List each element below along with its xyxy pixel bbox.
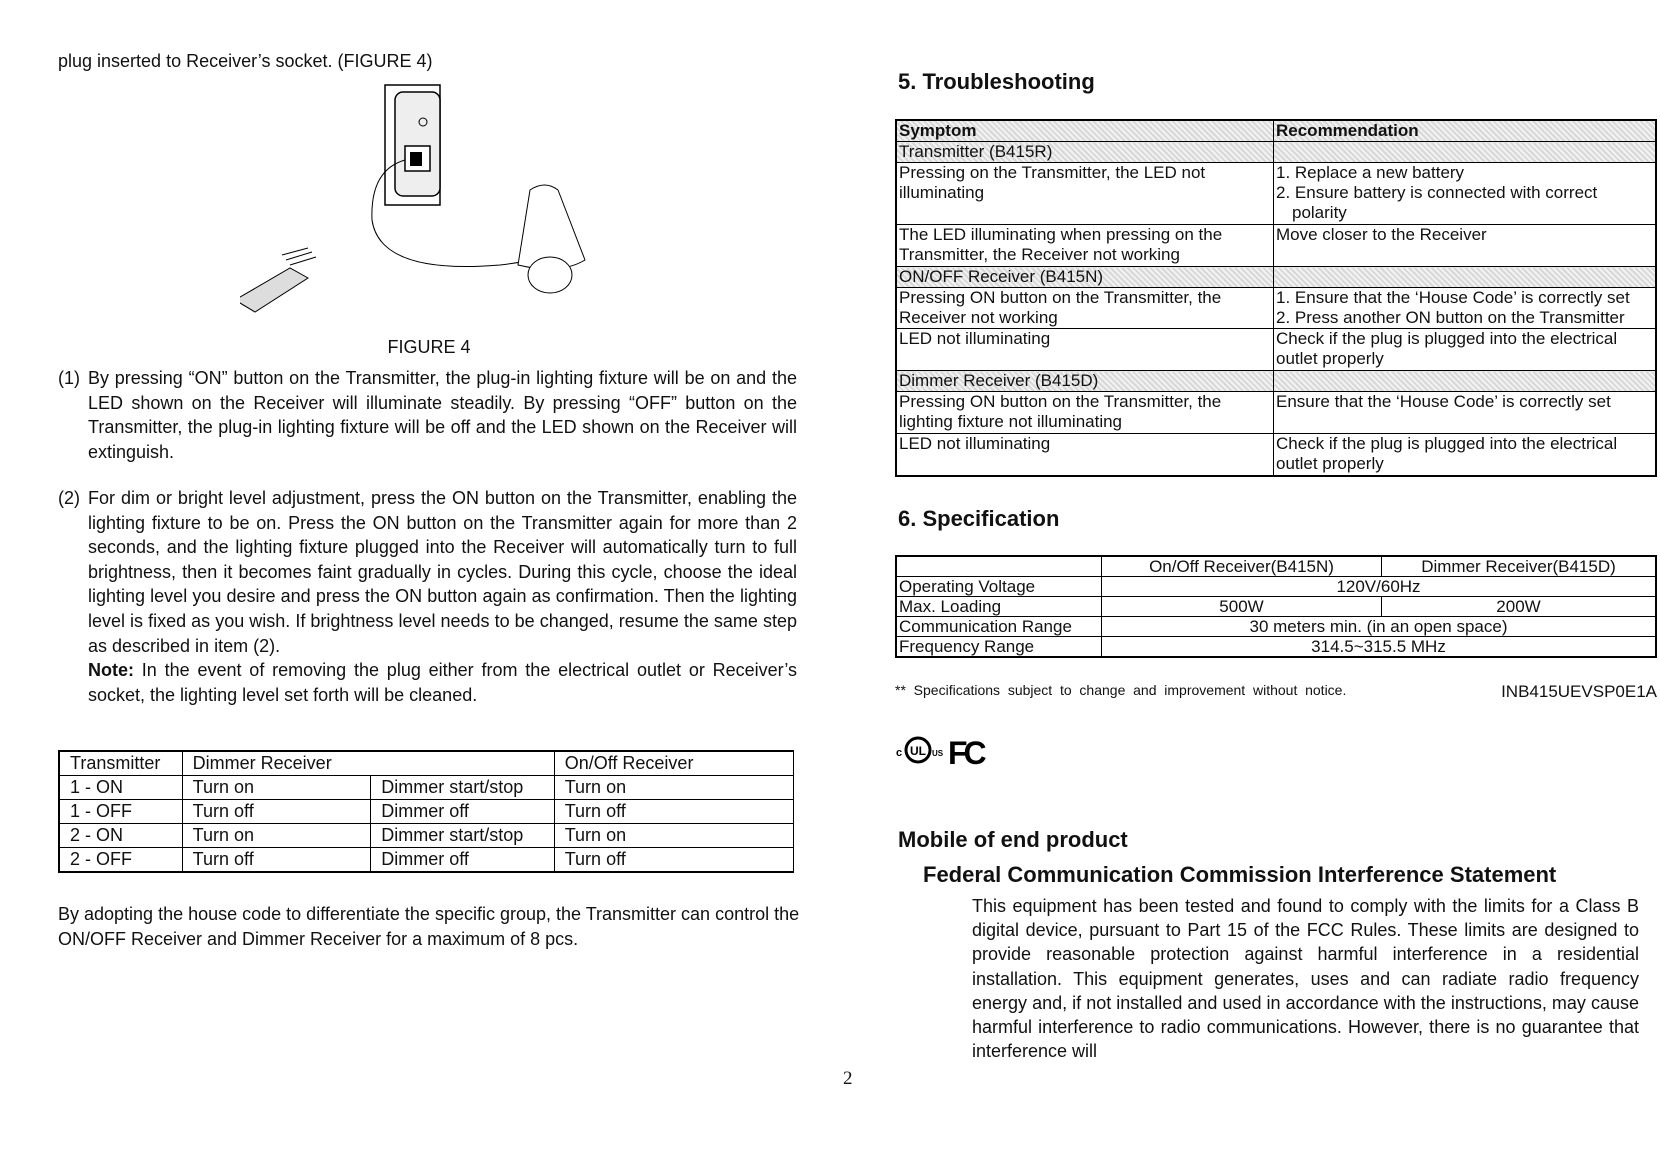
closing-paragraph: By adopting the house code to differentiate the specific group, the Transmitter can control the ON/OFF Receiver and Dimmer Receiver for a maximum of 8 pcs.: [58, 904, 800, 949]
note-text: In the event of removing the plug either from the electrical outlet or Receiver’s socket, the lighting level set forth will be cleaned.: [88, 660, 797, 705]
symptom-cell: LED not illuminating: [896, 329, 1274, 371]
fcc-statement-body: This equipment has been tested and found to comply with the limits for a Class B digital device, pursuant to Part 15 of the FCC Rules. These limits are designed to provide reasonable protection against harmful interference in a residential installation. This equipment generates, uses and can radiate radio frequency energy and, if not installed and used in accordance with the instructions, may cause harmful interference to radio communications. However, there is no guarantee that interference will: [972, 896, 1639, 1062]
certification-logos: [896, 730, 1011, 770]
specification-title: 6. Specification: [898, 506, 1060, 531]
table-row: [896, 329, 1656, 371]
rec-line: 2. Press another ON button on the Transmitter: [1276, 308, 1625, 327]
recommendation-cell: Check if the plug is plugged into the electrical outlet properly: [1274, 329, 1657, 371]
table-row: [896, 392, 1656, 434]
group-label: Transmitter (B415R): [896, 142, 1274, 163]
spec-footnote: [895, 682, 1657, 702]
fcc-logo-icon: [948, 735, 987, 770]
cell: 1 - OFF: [59, 800, 182, 824]
specification-table: [895, 555, 1657, 658]
cell: Turn off: [554, 848, 793, 873]
recommendation-cell: Ensure that the ‘House Code’ is correctly set: [1274, 392, 1657, 434]
cell: 200W: [1382, 597, 1657, 617]
rec-line: 2. Ensure battery is connected with correct polarity: [1276, 183, 1598, 222]
cell: Communication Range: [896, 617, 1102, 637]
header-cell: Dimmer Receiver(B415D): [1382, 556, 1657, 577]
table-row: [896, 637, 1656, 658]
item-2: [58, 486, 797, 707]
item-1-text: By pressing “ON” button on the Transmitter, the plug-in lighting fixture will be on and the LED shown on the Receiver will illuminate steadily. By pressing “OFF” button on the Transmitter, the plug-in lighting fixture will be off and the LED shown on the Receiver will extinguish.: [88, 368, 797, 462]
svg-text:US: US: [932, 749, 944, 758]
recommendation-cell: Move closer to the Receiver: [1274, 225, 1657, 267]
header-cell: Symptom: [896, 120, 1274, 142]
svg-text:UL: UL: [910, 744, 926, 758]
table-row: [59, 824, 794, 848]
table-row: [896, 288, 1656, 329]
cell: 30 meters min. (in an open space): [1102, 617, 1657, 637]
header-cell: Transmitter: [59, 751, 182, 776]
control-table: [58, 750, 794, 873]
group-row: [896, 267, 1656, 288]
table-row: [896, 617, 1656, 637]
cell: Turn on: [554, 776, 793, 800]
page-number: 2: [843, 1068, 853, 1089]
svg-text:FC: FC: [948, 735, 983, 770]
recommendation-cell: [1274, 163, 1657, 225]
symptom-cell: Pressing on the Transmitter, the LED not illuminating: [896, 163, 1274, 225]
item-2-text: For dim or bright level adjustment, press the ON button on the Transmitter, enabling the lighting fixture to be on. Press the ON button on the Transmitter again for more than 2 seconds, and the lighting fixture plugged into the Receiver will automatically turn to full brightness, then it becomes faint gradually in cycles. During this cycle, choose the ideal lighting level you desire and press the ON button again as confirmation. Then the lighting level is fixed as you wish. If brightness level needs to be changed, resume the same step as described in item (2).: [88, 488, 797, 656]
cell: Turn off: [182, 848, 371, 873]
table-row: [59, 800, 794, 824]
table-header-row: [59, 751, 794, 776]
recommendation-cell: Check if the plug is plugged into the electrical outlet properly: [1274, 434, 1657, 476]
svg-text:c: c: [896, 747, 903, 759]
troubleshooting-title: 5. Troubleshooting: [898, 69, 1095, 94]
table-row: [896, 434, 1656, 476]
cell: Turn off: [554, 800, 793, 824]
cell: 2 - OFF: [59, 848, 182, 873]
header-cell: On/Off Receiver: [554, 751, 793, 776]
cell: Turn on: [182, 824, 371, 848]
cell: Turn off: [182, 800, 371, 824]
intro-text: plug inserted to Receiver’s socket. (FIGURE 4): [58, 51, 433, 71]
document-code: INB415UEVSP0E1A: [1501, 682, 1657, 701]
item-1: [58, 366, 797, 464]
cell: Dimmer off: [371, 848, 554, 873]
group-row: [896, 371, 1656, 392]
cell: 314.5~315.5 MHz: [1102, 637, 1657, 658]
troubleshooting-table: [895, 119, 1657, 477]
note-label: Note:: [88, 660, 134, 681]
table-row: [59, 776, 794, 800]
cell: Dimmer start/stop: [371, 776, 554, 800]
cell: 2 - ON: [59, 824, 182, 848]
figure-caption: FIGURE 4: [387, 337, 471, 357]
cell: Dimmer start/stop: [371, 824, 554, 848]
cell: 1 - ON: [59, 776, 182, 800]
header-cell: Dimmer Receiver: [182, 751, 554, 776]
header-cell: Recommendation: [1274, 120, 1657, 142]
table-row: [896, 163, 1656, 225]
cell: 120V/60Hz: [1102, 577, 1657, 597]
table-header-row: [896, 556, 1656, 577]
item-1-number: (1): [58, 368, 80, 388]
header-cell: [896, 556, 1102, 577]
cell: Turn on: [182, 776, 371, 800]
table-row: [896, 577, 1656, 597]
rec-line: 1. Replace a new battery: [1276, 163, 1465, 182]
cell: 500W: [1102, 597, 1382, 617]
table-row: [896, 597, 1656, 617]
group-row: [896, 142, 1656, 163]
recommendation-cell: [1274, 288, 1657, 329]
figure-4-illustration: [240, 80, 620, 325]
table-row: [896, 225, 1656, 267]
fcc-statement-title: Federal Communication Commission Interference Statement: [923, 862, 1557, 887]
cell: Dimmer off: [371, 800, 554, 824]
rec-line: 1. Ensure that the ‘House Code’ is correctly set: [1276, 288, 1630, 307]
table-header-row: [896, 120, 1656, 142]
symptom-cell: Pressing ON button on the Transmitter, the lighting fixture not illuminating: [896, 392, 1274, 434]
symptom-cell: The LED illuminating when pressing on the Transmitter, the Receiver not working: [896, 225, 1274, 267]
cell: Max. Loading: [896, 597, 1102, 617]
symptom-cell: LED not illuminating: [896, 434, 1274, 476]
mobile-title: Mobile of end product: [898, 827, 1128, 852]
symptom-cell: Pressing ON button on the Transmitter, the Receiver not working: [896, 288, 1274, 329]
footnote-text: ** Specifications subject to change and improvement without notice.: [895, 682, 1347, 698]
group-label: Dimmer Receiver (B415D): [896, 371, 1274, 392]
ul-logo-icon: [896, 738, 944, 762]
table-row: [59, 848, 794, 873]
cell: Frequency Range: [896, 637, 1102, 658]
header-cell: On/Off Receiver(B415N): [1102, 556, 1382, 577]
item-2-number: (2): [58, 488, 80, 508]
cell: Operating Voltage: [896, 577, 1102, 597]
group-label: ON/OFF Receiver (B415N): [896, 267, 1274, 288]
cell: Turn on: [554, 824, 793, 848]
